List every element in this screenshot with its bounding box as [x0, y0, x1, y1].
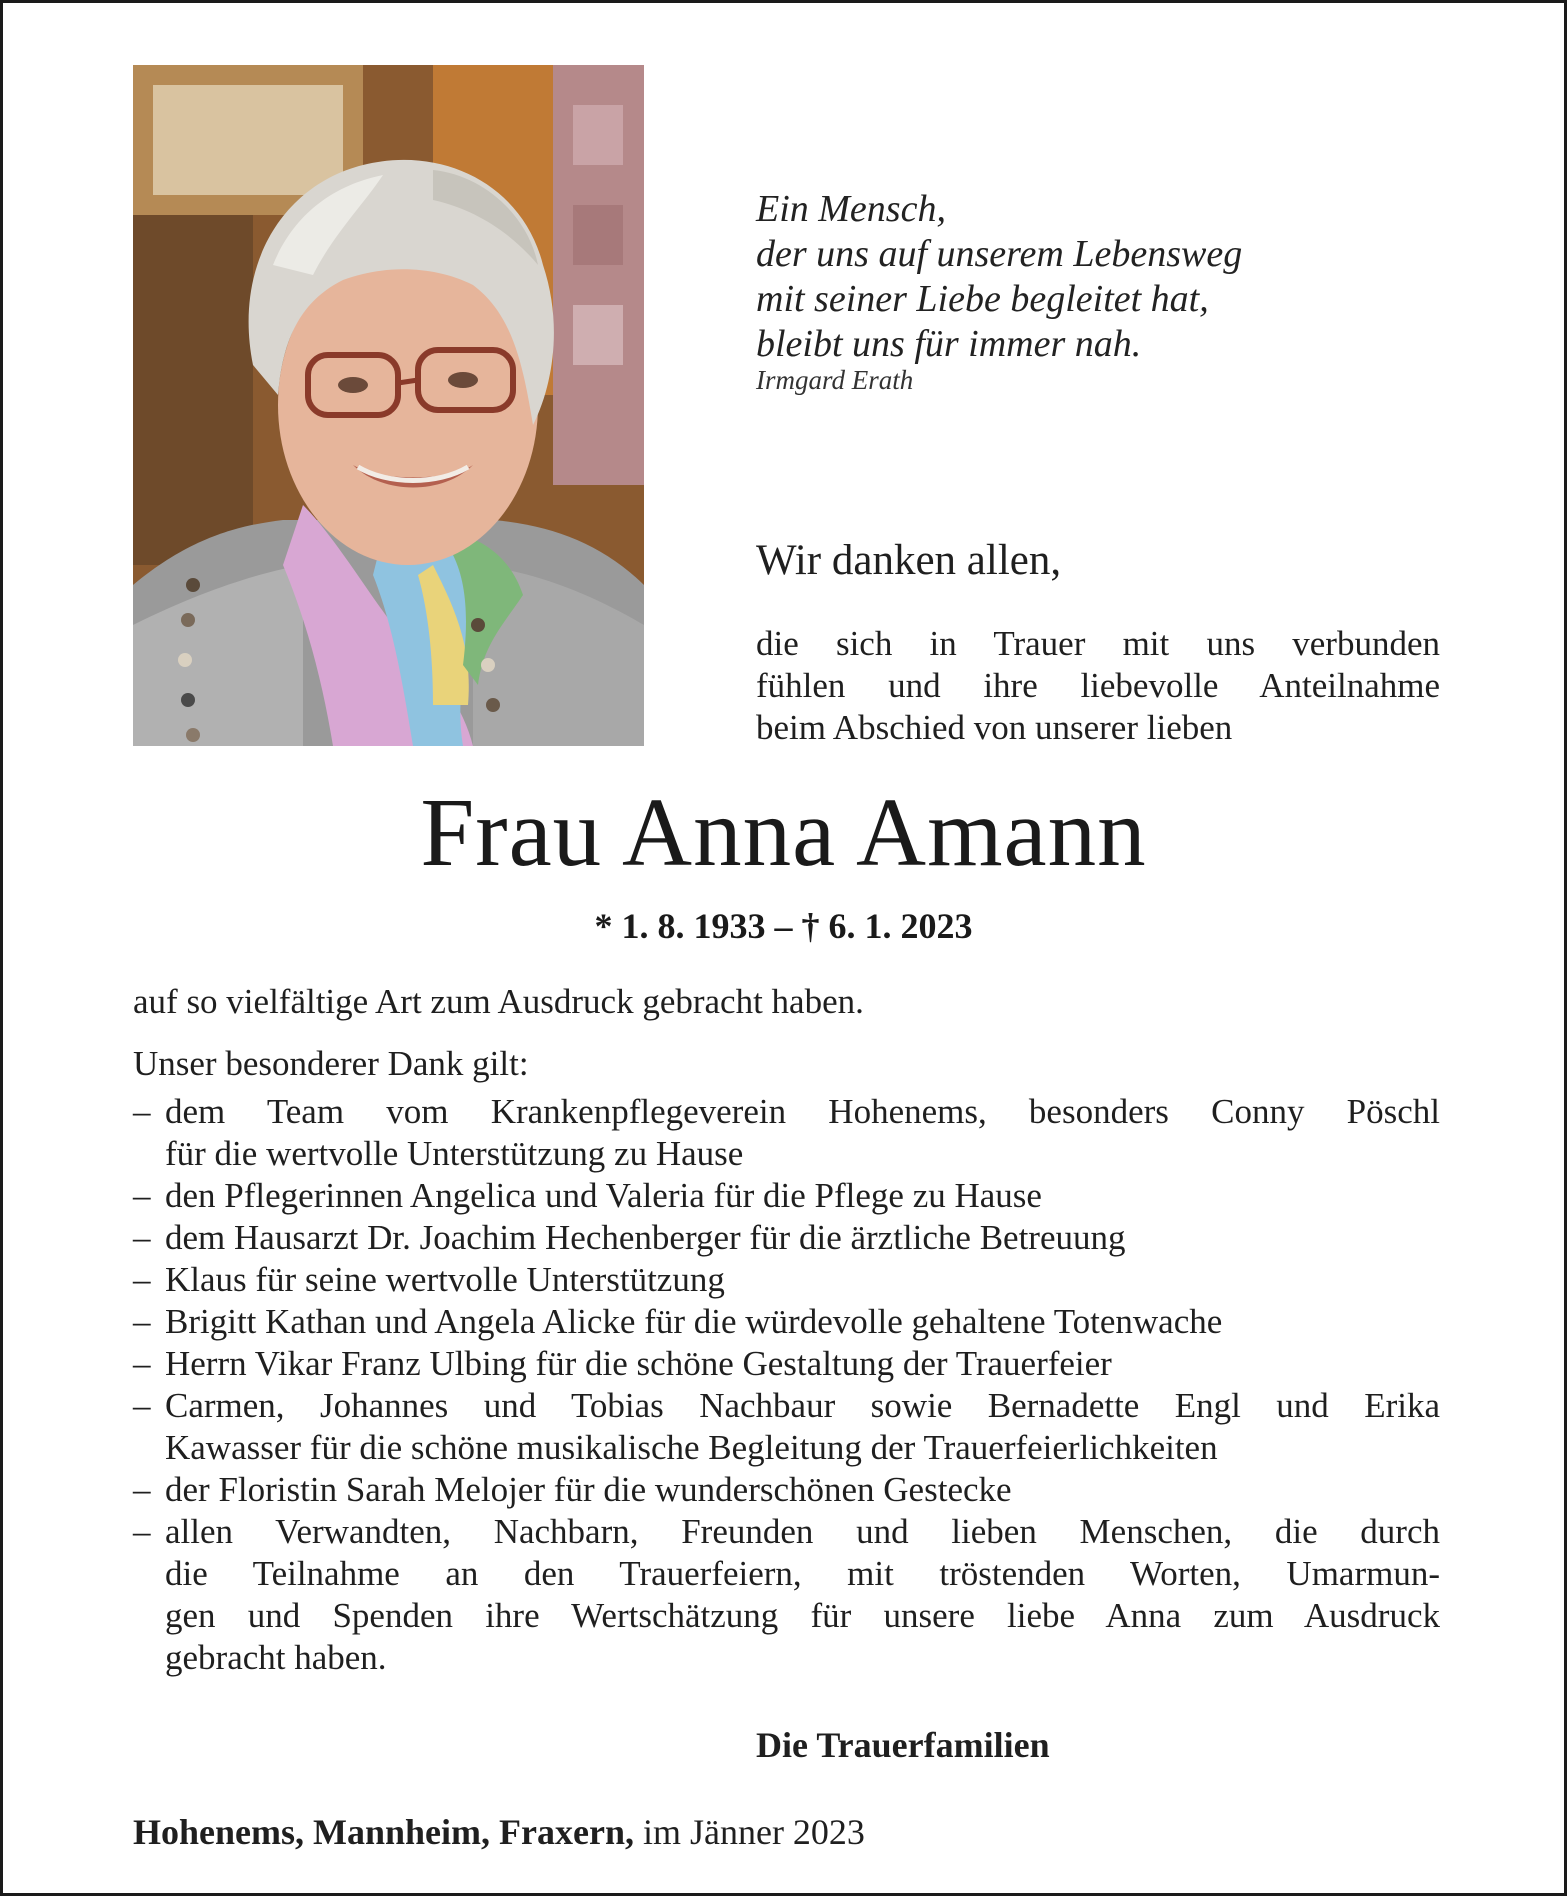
signature: Die Trauerfamilien [756, 1725, 1050, 1765]
list-dash: – [133, 1386, 151, 1425]
list-item [133, 1469, 1440, 1511]
list-item-line: Kawasser für die schöne musikalische Begleitung der Trauerfeierlichkeiten [165, 1428, 1218, 1467]
list-item-line: den Pflegerinnen Angelica und Valeria für die Pflege zu Hause [165, 1176, 1042, 1215]
special-thanks-heading: Unser besonderer Dank gilt: [133, 1044, 529, 1083]
list-item [133, 1091, 1440, 1175]
thanks-intro [756, 623, 1440, 749]
list-item [133, 1217, 1440, 1259]
list-item [133, 1385, 1440, 1469]
list-item-line: Herrn Vikar Franz Ulbing für die schöne Gestaltung der Trauerfeier [165, 1344, 1112, 1383]
footer-place-date [133, 1811, 865, 1853]
intro-line: die sich in Trauer mit uns verbunden [756, 624, 1440, 663]
list-item [133, 1511, 1440, 1679]
quote-line: bleibt uns für immer nah. [756, 323, 1142, 365]
thanks-heading: Wir danken allen, [756, 537, 1062, 584]
list-dash: – [133, 1512, 151, 1551]
list-item-line: der Floristin Sarah Melojer für die wunderschönen Gestecke [165, 1470, 1012, 1509]
list-item-line: für die wertvolle Unterstützung zu Hause [165, 1134, 744, 1173]
list-item-line: allen Verwandten, Nachbarn, Freunden und lieben Menschen, die durch [165, 1512, 1440, 1551]
list-dash: – [133, 1092, 151, 1131]
footer-date: im Jänner 2023 [642, 1812, 865, 1852]
list-dash: – [133, 1218, 151, 1257]
quote-line: Ein Mensch, [756, 188, 946, 230]
list-item [133, 1175, 1440, 1217]
list-item-line: dem Hausarzt Dr. Joachim Hechenberger für die ärztliche Betreuung [165, 1218, 1126, 1257]
deceased-name: Frau Anna Amann [420, 779, 1147, 886]
list-dash: – [133, 1344, 151, 1383]
list-dash: – [133, 1260, 151, 1299]
quote-line: der uns auf unserem Lebensweg [756, 233, 1243, 275]
intro-line: fühlen und ihre liebevolle Anteilnahme [756, 666, 1440, 705]
list-item-line: gebracht haben. [165, 1638, 387, 1677]
list-item-line: Brigitt Kathan und Angela Alicke für die würdevolle gehaltene Totenwache [165, 1302, 1223, 1341]
intro-line: beim Abschied von unserer lieben [756, 708, 1233, 747]
list-item-line: Carmen, Johannes und Tobias Nachbaur sowie Bernadette Engl und Erika [165, 1386, 1440, 1425]
quote-text [756, 187, 1456, 367]
life-dates: * 1. 8. 1933 – † 6. 1. 2023 [594, 906, 973, 946]
list-item [133, 1343, 1440, 1385]
thanks-body [133, 981, 1440, 1679]
quote-author: Irmgard Erath [756, 365, 914, 395]
portrait-photo [133, 65, 644, 746]
list-item-line: dem Team vom Krankenpflegeverein Hohenems, besonders Conny Pöschl [165, 1092, 1440, 1131]
footer-places: Hohenems, Mannheim, Fraxern, [133, 1812, 634, 1852]
list-item-line: gen und Spenden ihre Wertschätzung für unsere liebe Anna zum Ausdruck [165, 1596, 1440, 1635]
list-dash: – [133, 1302, 151, 1341]
list-dash: – [133, 1470, 151, 1509]
portrait-illustration [133, 65, 644, 746]
list-item [133, 1259, 1440, 1301]
list-item-line: die Teilnahme an den Trauerfeiern, mit tröstenden Worten, Umarmun- [165, 1554, 1440, 1593]
list-dash: – [133, 1176, 151, 1215]
quote-line: mit seiner Liebe begleitet hat, [756, 278, 1209, 320]
list-item-line: Klaus für seine wertvolle Unterstützung [165, 1260, 725, 1299]
list-item [133, 1301, 1440, 1343]
intro-closing-line: auf so vielfältige Art zum Ausdruck gebracht haben. [133, 982, 864, 1021]
